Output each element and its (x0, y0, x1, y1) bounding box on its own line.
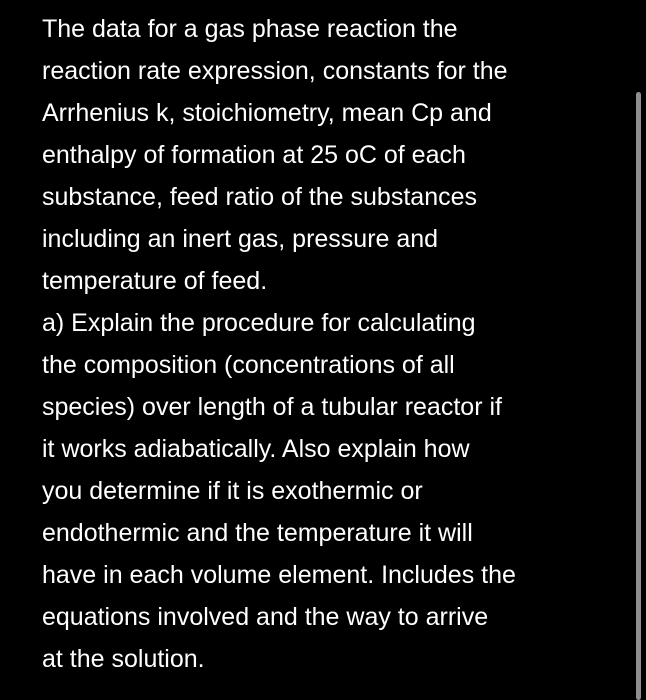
vertical-scrollbar[interactable] (636, 92, 641, 700)
question-line: reaction rate expression, constants for the (42, 57, 508, 85)
question-line: enthalpy of formation at 25 oC of each (42, 141, 466, 169)
question-line: species) over length of a tubular reactor if (42, 393, 502, 421)
question-line: endothermic and the temperature it will (42, 519, 473, 547)
question-line: including an inert gas, pressure and (42, 225, 439, 253)
question-line: the composition (concentrations of all (42, 351, 455, 379)
question-text (42, 8, 622, 680)
question-line: have in each volume element. Includes the (42, 561, 516, 589)
question-line: Arrhenius k, stoichiometry, mean Cp and (42, 99, 492, 127)
question-line: temperature of feed. (42, 267, 268, 295)
question-line: substance, feed ratio of the substances (42, 183, 477, 211)
question-line: equations involved and the way to arrive (42, 603, 489, 631)
question-line: it works adiabatically. Also explain how (42, 435, 470, 463)
question-line: a) Explain the procedure for calculating (42, 309, 476, 337)
question-line: The data for a gas phase reaction the (42, 15, 458, 43)
question-line: you determine if it is exothermic or (42, 477, 423, 505)
question-line: at the solution. (42, 645, 205, 673)
